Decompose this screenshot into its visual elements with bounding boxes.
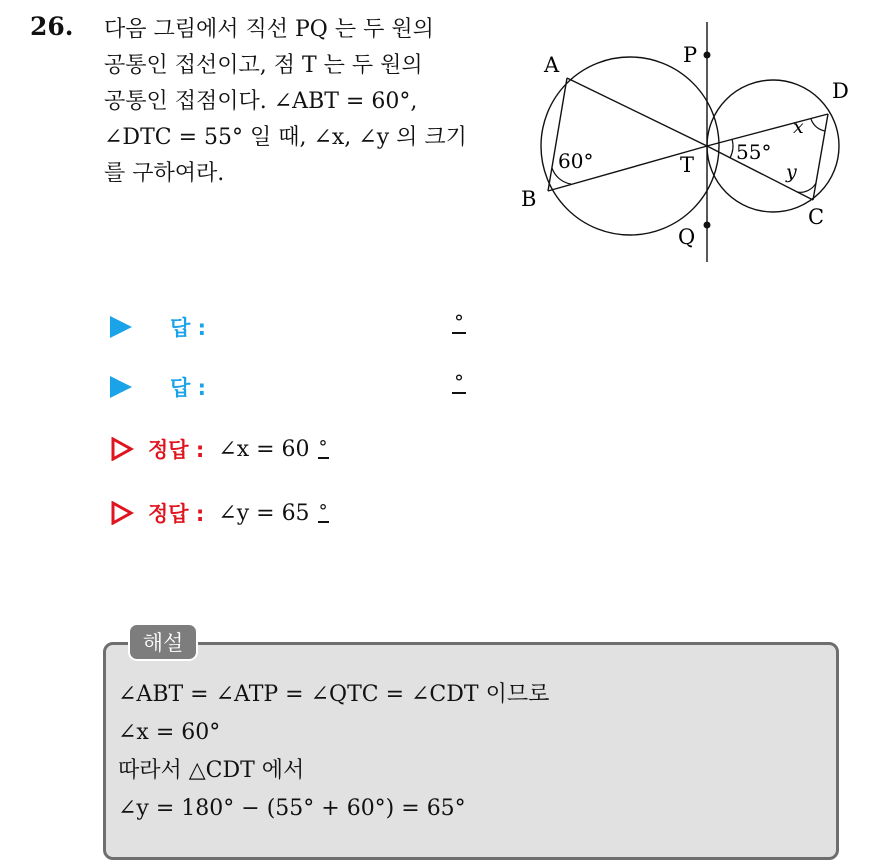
label-b: B [521,187,537,211]
label-d: D [832,79,849,103]
correct-label: 정답 : [148,438,205,462]
correct-marker-icon [110,501,134,525]
solution-line: ∠x = 60° [118,720,221,745]
answer-blank-unit[interactable]: ° [454,310,464,334]
angle-arc-d [811,119,825,131]
label-angle-t: 55° [736,140,772,164]
answer-blank-unit[interactable]: ° [454,370,464,394]
angle-arc-c [797,183,816,192]
question-line: ∠DTC = 55° 일 때, ∠x, ∠y 의 크기 [104,125,467,150]
correct-value: ∠x = 60 [218,436,310,462]
answer-label: 답 : [170,316,206,340]
question-line: 다음 그림에서 직선 PQ 는 두 원의 [104,17,434,42]
angle-arc-t [730,139,733,158]
solution-text [118,676,549,828]
label-angle-b: 60° [558,149,594,173]
label-c: C [808,205,825,229]
correct-value: ∠y = 65 [218,500,310,526]
answer-row[interactable] [110,370,206,404]
solution-line: 따라서 △CDT 에서 [118,758,305,783]
answer-label: 답 : [170,376,206,400]
label-angle-x: x [793,116,804,138]
segment-at [567,78,707,146]
correct-answer-row [110,496,329,530]
label-a: A [544,53,560,77]
correct-unit: ° [318,501,328,522]
correct-answer-row [110,432,329,466]
label-q: Q [678,225,696,249]
correct-unit: ° [318,437,328,458]
answer-marker-icon [110,316,132,338]
point-q [704,222,711,229]
answer-row[interactable] [110,310,206,344]
question-line: 를 구하여라. [104,161,225,186]
solution-line: ∠ABT = ∠ATP = ∠QTC = ∠CDT 이므로 [118,682,550,707]
solution-line: ∠y = 180° − (55° + 60°) = 65° [118,796,466,821]
geometry-figure [510,18,870,268]
point-p [704,52,711,59]
label-t: T [680,153,695,177]
label-angle-y: y [786,161,797,183]
answer-marker-icon [110,376,132,398]
label-p: P [683,43,698,67]
question-line: 공통인 접선이고, 점 T 는 두 원의 [104,53,423,78]
question-number: 26. [30,12,74,41]
correct-label: 정답 : [148,502,205,526]
question-text [104,12,496,192]
question-line: 공통인 접점이다. ∠ABT = 60°, [104,89,418,114]
right-circle [707,80,839,212]
solution-tab: 해설 [128,623,198,661]
correct-marker-icon [110,437,134,461]
left-circle [541,57,719,235]
